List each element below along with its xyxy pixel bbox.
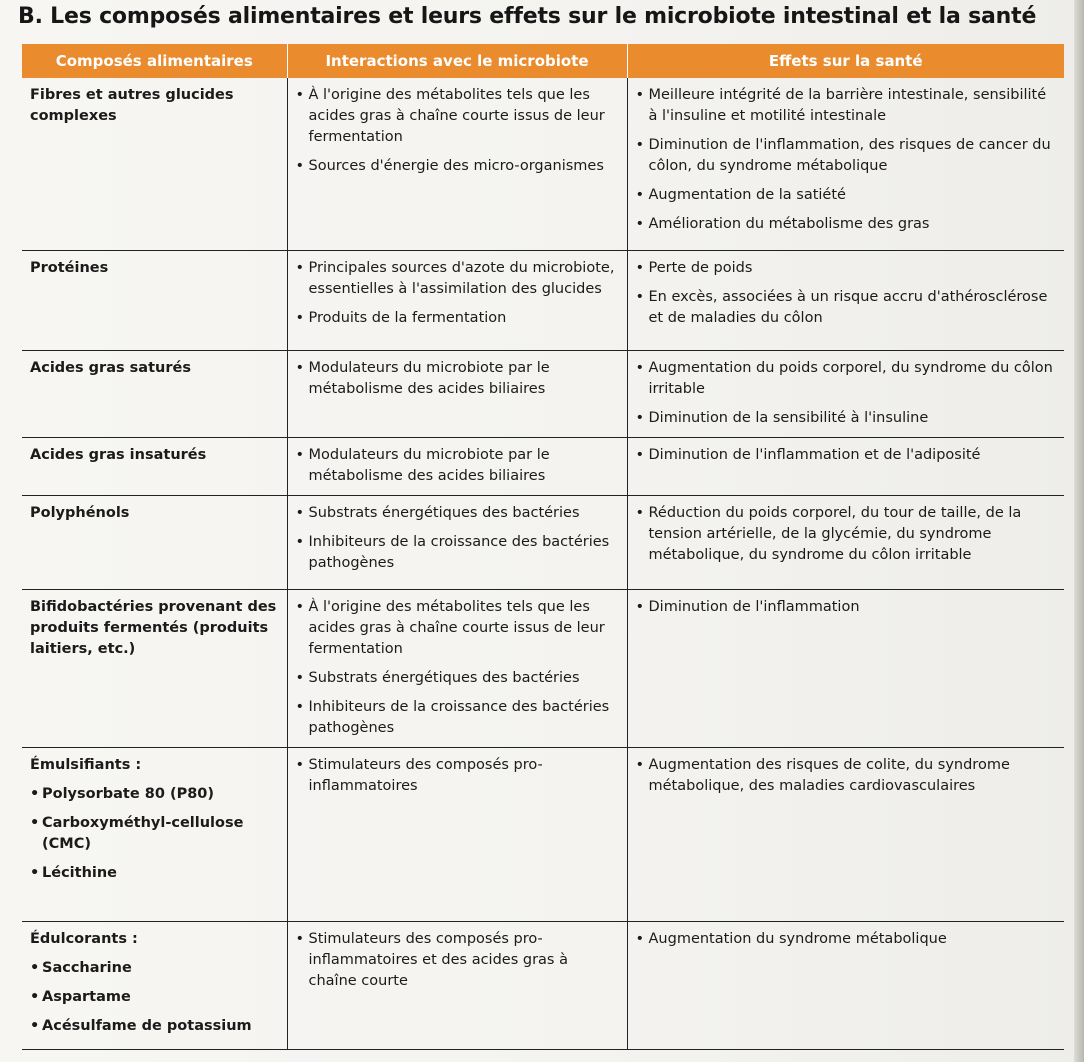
interaction-item-text: Modulateurs du microbiote par le métabolisme des acides biliaires bbox=[308, 446, 550, 484]
bullet-icon: • bbox=[295, 158, 305, 174]
effects-list bbox=[636, 597, 1057, 618]
bullet-icon: • bbox=[295, 698, 305, 715]
interaction-item-text: Modulateurs du microbiote par le métabolisme des acides biliaires bbox=[308, 359, 550, 397]
effect-item bbox=[636, 358, 1057, 400]
bullet-icon: • bbox=[30, 988, 40, 1005]
effect-item bbox=[636, 214, 1057, 235]
effect-item bbox=[636, 929, 1057, 950]
effect-item bbox=[636, 185, 1057, 206]
table-row bbox=[22, 250, 1064, 350]
compound-name: Acides gras insaturés bbox=[30, 446, 207, 463]
page-edge-shadow bbox=[1074, 0, 1084, 1062]
interactions-cell bbox=[287, 921, 627, 1049]
effect-item-text: Perte de poids bbox=[648, 259, 753, 276]
bullet-icon: • bbox=[635, 504, 645, 521]
compound-subitem bbox=[30, 987, 279, 1008]
bullet-icon: • bbox=[30, 959, 40, 976]
bullet-icon: • bbox=[635, 137, 645, 153]
table-row bbox=[22, 589, 1064, 747]
bullet-icon: • bbox=[295, 87, 305, 103]
compound-subitem-text: Saccharine bbox=[42, 959, 132, 976]
effects-list bbox=[636, 929, 1057, 950]
interactions-list bbox=[296, 929, 619, 992]
interactions-cell bbox=[287, 78, 627, 250]
compound-cell bbox=[22, 495, 287, 589]
interaction-item-text: À l'origine des métabolites tels que les acides gras à chaîne courte issus de leur fermentation bbox=[308, 87, 605, 145]
compound-cell bbox=[22, 921, 287, 1049]
compound-name: Édulcorants : bbox=[30, 930, 138, 947]
effect-item bbox=[636, 258, 1057, 279]
interaction-item-text: Produits de la fermentation bbox=[308, 309, 507, 326]
interaction-item bbox=[296, 532, 619, 574]
bullet-icon: • bbox=[295, 359, 305, 376]
interactions-cell bbox=[287, 250, 627, 350]
interaction-item bbox=[296, 156, 619, 177]
effect-item bbox=[636, 408, 1057, 429]
table-row bbox=[22, 747, 1064, 921]
compound-subitem bbox=[30, 863, 279, 884]
bullet-icon: • bbox=[635, 756, 645, 773]
effect-item-text: Augmentation du syndrome métabolique bbox=[648, 930, 947, 947]
compound-cell bbox=[22, 437, 287, 495]
compound-subitem bbox=[30, 958, 279, 979]
bullet-icon: • bbox=[295, 446, 305, 463]
effect-item-text: Amélioration du métabolisme des gras bbox=[648, 216, 930, 232]
compound-sublist bbox=[30, 784, 279, 884]
effect-item bbox=[636, 445, 1057, 466]
effects-cell bbox=[627, 495, 1064, 589]
effects-cell bbox=[627, 921, 1064, 1049]
interactions-list bbox=[296, 445, 619, 487]
interaction-item bbox=[296, 929, 619, 992]
interactions-list bbox=[296, 258, 619, 329]
interaction-item-text: À l'origine des métabolites tels que les acides gras à chaîne courte issus de leur fermentation bbox=[308, 598, 605, 657]
effects-cell bbox=[627, 78, 1064, 250]
bullet-icon: • bbox=[295, 756, 305, 773]
effects-list bbox=[636, 258, 1057, 329]
table-row bbox=[22, 437, 1064, 495]
table-row bbox=[22, 495, 1064, 589]
interactions-cell bbox=[287, 589, 627, 747]
effect-item bbox=[636, 755, 1057, 797]
table-row bbox=[22, 921, 1064, 1049]
effects-list bbox=[636, 85, 1057, 235]
interaction-item bbox=[296, 445, 619, 487]
interactions-cell bbox=[287, 747, 627, 921]
compound-cell bbox=[22, 78, 287, 250]
effect-item-text: En excès, associées à un risque accru d'athérosclérose et de maladies du côlon bbox=[648, 288, 1048, 326]
interaction-item bbox=[296, 85, 619, 148]
compound-sublist bbox=[30, 958, 279, 1037]
effect-item-text: Diminution de l'inflammation, des risques de cancer du côlon, du syndrome métabolique bbox=[648, 137, 1051, 174]
interactions-list bbox=[296, 358, 619, 400]
header-interactions: Interactions avec le microbiote bbox=[287, 44, 627, 78]
effect-item bbox=[636, 503, 1057, 566]
interaction-item bbox=[296, 503, 619, 524]
bullet-icon: • bbox=[30, 785, 40, 802]
bullet-icon: • bbox=[635, 409, 645, 426]
interaction-item-text: Inhibiteurs de la croissance des bactéries pathogènes bbox=[308, 698, 610, 736]
bullet-icon: • bbox=[295, 504, 305, 521]
effects-cell bbox=[627, 350, 1064, 437]
bullet-icon: • bbox=[635, 259, 645, 276]
bullet-icon: • bbox=[635, 187, 645, 203]
bullet-icon: • bbox=[295, 598, 305, 615]
interaction-item bbox=[296, 755, 619, 797]
table-row bbox=[22, 350, 1064, 437]
compound-cell bbox=[22, 350, 287, 437]
bullet-icon: • bbox=[295, 259, 305, 276]
effect-item-text: Diminution de la sensibilité à l'insuline bbox=[648, 409, 929, 426]
effect-item-text: Augmentation de la satiété bbox=[648, 187, 846, 203]
bullet-icon: • bbox=[295, 533, 305, 550]
bullet-icon: • bbox=[635, 288, 645, 305]
effect-item-text: Augmentation des risques de colite, du syndrome métabolique, des maladies cardiovasculaires bbox=[648, 756, 1010, 794]
effects-list bbox=[636, 358, 1057, 429]
effects-cell bbox=[627, 589, 1064, 747]
compound-subitem-text: Acésulfame de potassium bbox=[42, 1017, 252, 1034]
header-compounds: Composés alimentaires bbox=[22, 44, 287, 78]
interactions-list bbox=[296, 597, 619, 739]
effect-item-text: Diminution de l'inflammation et de l'adiposité bbox=[648, 446, 981, 463]
bullet-icon: • bbox=[30, 864, 40, 881]
bullet-icon: • bbox=[295, 669, 305, 686]
effects-list bbox=[636, 503, 1057, 566]
effects-list bbox=[636, 755, 1057, 797]
effects-cell bbox=[627, 747, 1064, 921]
compound-name: Polyphénols bbox=[30, 504, 130, 521]
compound-name: Bifidobactéries provenant des produits fermentés (produits laitiers, etc.) bbox=[30, 598, 277, 657]
compound-subitem-text: Carboxyméthyl-cellulose (CMC) bbox=[42, 814, 244, 852]
compound-subitem bbox=[30, 1016, 279, 1037]
compound-subitem bbox=[30, 813, 279, 855]
compound-cell bbox=[22, 747, 287, 921]
bullet-icon: • bbox=[635, 359, 645, 376]
interactions-cell bbox=[287, 437, 627, 495]
interactions-list bbox=[296, 85, 619, 177]
compound-cell bbox=[22, 589, 287, 747]
compound-name: Émulsifiants : bbox=[30, 756, 142, 773]
effect-item bbox=[636, 135, 1057, 177]
compound-name: Fibres et autres glucides complexes bbox=[30, 87, 234, 124]
table-row bbox=[22, 78, 1064, 250]
interaction-item bbox=[296, 697, 619, 739]
effects-list bbox=[636, 445, 1057, 466]
interaction-item bbox=[296, 358, 619, 400]
interactions-list bbox=[296, 503, 619, 574]
interactions-list bbox=[296, 755, 619, 797]
effect-item-text: Diminution de l'inflammation bbox=[648, 598, 860, 615]
compound-subitem-text: Lécithine bbox=[42, 864, 118, 881]
interaction-item-text: Stimulateurs des composés pro-inflammatoires bbox=[308, 756, 543, 794]
effects-cell bbox=[627, 437, 1064, 495]
bullet-icon: • bbox=[635, 87, 645, 103]
interaction-item-text: Substrats énergétiques des bactéries bbox=[308, 504, 580, 521]
table-header-row bbox=[22, 44, 1064, 78]
bullet-icon: • bbox=[635, 930, 645, 947]
page-title: B. Les composés alimentaires et leurs effets sur le microbiote intestinal et la santé bbox=[18, 4, 1037, 29]
effect-item bbox=[636, 85, 1057, 127]
interactions-cell bbox=[287, 495, 627, 589]
compound-subitem bbox=[30, 784, 279, 805]
interaction-item bbox=[296, 668, 619, 689]
interaction-item bbox=[296, 258, 619, 300]
effect-item-text: Réduction du poids corporel, du tour de taille, de la tension artérielle, de la glycémie, du syndrome métabolique, du syndrome du côlon irritable bbox=[648, 504, 1022, 563]
bullet-icon: • bbox=[635, 446, 645, 463]
compound-cell bbox=[22, 250, 287, 350]
effect-item bbox=[636, 597, 1057, 618]
effect-item-text: Meilleure intégrité de la barrière intestinale, sensibilité à l'insuline et motilité intestinale bbox=[648, 87, 1047, 124]
bullet-icon: • bbox=[295, 930, 305, 947]
interaction-item-text: Inhibiteurs de la croissance des bactéries pathogènes bbox=[308, 533, 610, 571]
effects-cell bbox=[627, 250, 1064, 350]
bullet-icon: • bbox=[295, 309, 305, 326]
interaction-item bbox=[296, 308, 619, 329]
compound-name: Protéines bbox=[30, 259, 109, 276]
bullet-icon: • bbox=[635, 598, 645, 615]
interaction-item-text: Sources d'énergie des micro-organismes bbox=[308, 158, 604, 174]
interactions-cell bbox=[287, 350, 627, 437]
interaction-item-text: Substrats énergétiques des bactéries bbox=[308, 669, 580, 686]
compound-subitem-text: Polysorbate 80 (P80) bbox=[42, 785, 215, 802]
effect-item bbox=[636, 287, 1057, 329]
interaction-item-text: Principales sources d'azote du microbiote, essentielles à l'assimilation des glucides bbox=[308, 259, 615, 297]
header-effects: Effets sur la santé bbox=[627, 44, 1064, 78]
interaction-item bbox=[296, 597, 619, 660]
food-compounds-table bbox=[22, 44, 1064, 1050]
bullet-icon: • bbox=[30, 1017, 40, 1034]
compound-name: Acides gras saturés bbox=[30, 359, 191, 376]
compound-subitem-text: Aspartame bbox=[42, 988, 131, 1005]
bullet-icon: • bbox=[635, 216, 645, 232]
interaction-item-text: Stimulateurs des composés pro-inflammatoires et des acides gras à chaîne courte bbox=[308, 930, 568, 989]
bullet-icon: • bbox=[30, 814, 40, 831]
effect-item-text: Augmentation du poids corporel, du syndrome du côlon irritable bbox=[648, 359, 1053, 397]
